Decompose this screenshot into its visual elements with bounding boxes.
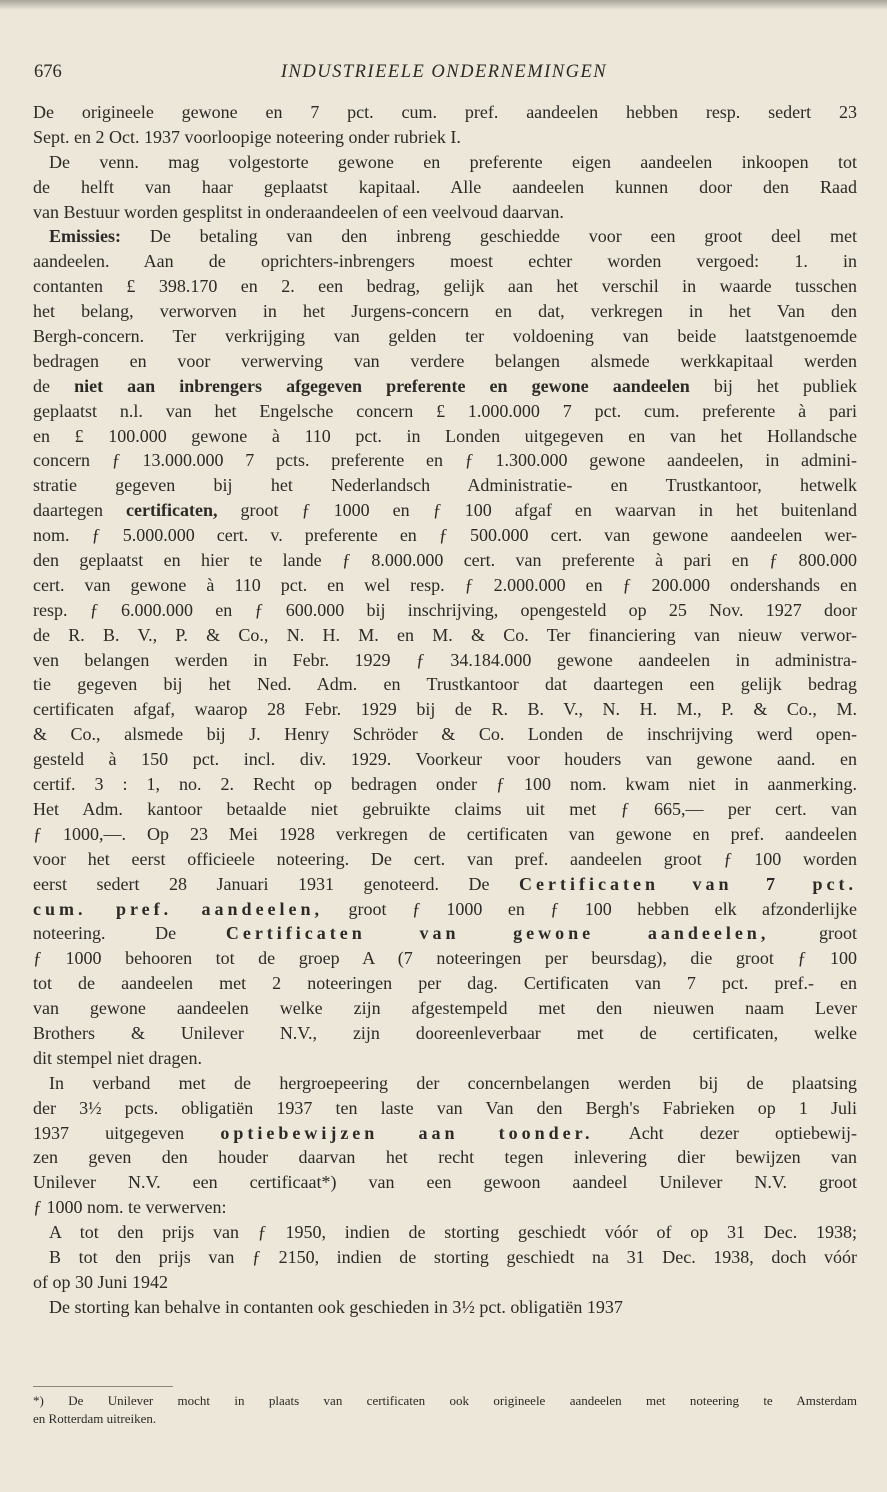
text-run: In verband met de hergroepeering der concernbelangen werden bij de plaatsing <box>49 1072 857 1093</box>
text-run: ƒ 1000 behooren tot de groep A (7 noteeringen per beursdag), die groot ƒ 100 <box>33 948 857 969</box>
text-run: de R. B. V., P. & Co., N. H. M. en M. & Co. Ter financiering van nieuw verwor- <box>33 624 857 645</box>
footnote <box>33 1392 857 1428</box>
text-run: der 3½ pcts. obligatiën 1937 ten laste van Van den Bergh's Fabrieken op 1 Juli <box>33 1097 857 1118</box>
text-run: A tot den prijs van ƒ 1950, indien de storting geschiedt vóór of op 31 Dec. 1938; <box>49 1222 857 1243</box>
text-line <box>33 623 857 648</box>
text-line <box>33 897 857 922</box>
text-run: contanten £ 398.170 en 2. een bedrag, gelijk aan het verschil in waarde tusschen <box>33 276 857 297</box>
text-run: Sept. en 2 Oct. 1937 voorloopige noteering onder rubriek I. <box>33 126 461 147</box>
text-run: De origineele gewone en 7 pct. cum. pref. aandeelen hebben resp. sedert 23 <box>33 102 857 122</box>
text-run: dit stempel niet dragen. <box>33 1047 202 1068</box>
text-line <box>33 324 857 349</box>
text-line <box>33 598 857 623</box>
text-run: tie gegeven bij het Ned. Adm. en Trustkantoor dat daartegen een gelijk bedrag <box>33 674 857 695</box>
text-run: certif. 3 : 1, no. 2. Recht op bedragen onder ƒ 100 nom. kwam niet in aanmerking. <box>33 774 857 795</box>
text-line <box>33 498 857 523</box>
emphasis-text: certificaten, <box>126 500 218 521</box>
text-run: of op 30 Juni 1942 <box>33 1271 168 1292</box>
text-line <box>33 672 857 697</box>
text-line <box>33 822 857 847</box>
text-line <box>33 1220 857 1245</box>
text-run: B tot den prijs van ƒ 2150, indien de storting geschiedt na 31 Dec. 1938, doch vóór <box>49 1246 857 1267</box>
text-line <box>33 648 857 673</box>
text-run: gesteld à 150 pct. incl. div. 1929. Voorkeur voor houders van gewone aand. en <box>33 749 857 770</box>
text-line <box>33 971 857 996</box>
text-line <box>33 946 857 971</box>
text-run: voor het eerst officieele noteering. De cert. van pref. aandeelen groot ƒ 100 worden <box>33 848 857 869</box>
text-run: 1937 uitgegeven <box>33 1122 221 1143</box>
text-line <box>33 747 857 772</box>
text-line <box>33 175 857 200</box>
text-line <box>33 921 857 946</box>
text-line <box>33 448 857 473</box>
text-run: & Co., alsmede bij J. Henry Schröder & Co. Londen de inschrijving werd open- <box>33 724 857 745</box>
text-line <box>33 1121 857 1146</box>
text-line <box>33 573 857 598</box>
text-run: De betaling van den inbreng geschiedde voor een groot deel met <box>121 226 857 247</box>
text-line <box>33 996 857 1021</box>
page-top-edge <box>0 0 887 10</box>
page-number: 676 <box>34 62 62 82</box>
text-line <box>33 1195 857 1220</box>
text-line <box>33 722 857 747</box>
text-line <box>33 299 857 324</box>
text-run: cert. van gewone à 110 pct. en wel resp. ƒ 2.000.000 en ƒ 200.000 ondershands en <box>33 574 857 595</box>
text-run: van gewone aandeelen welke zijn afgestempeld met den nieuwen naam Lever <box>33 998 857 1019</box>
body-text <box>33 100 857 1320</box>
text-line <box>33 200 857 225</box>
text-line <box>33 424 857 449</box>
text-line <box>33 349 857 374</box>
emphasis-text: cum. pref. aandeelen, <box>33 898 324 919</box>
emphasis-text: Certificaten van 7 pct. <box>519 873 857 894</box>
text-run: van Bestuur worden gesplitst in onderaandeelen of een veelvoud daarvan. <box>33 201 564 222</box>
text-line <box>33 1270 857 1295</box>
text-run: nom. ƒ 5.000.000 cert. v. preferente en ƒ 500.000 cert. van gewone aandeelen wer- <box>33 525 857 546</box>
text-line <box>33 1021 857 1046</box>
text-line <box>33 847 857 872</box>
text-run: en Rotterdam uitreiken. <box>33 1411 157 1426</box>
text-line <box>33 1046 857 1071</box>
text-line <box>33 473 857 498</box>
text-run: ƒ 1000 nom. te verwerven: <box>33 1197 227 1218</box>
text-run: ven belangen werden in Febr. 1929 ƒ 34.184.000 gewone aandeelen in administra- <box>33 649 857 670</box>
running-title: INDUSTRIEELE ONDERNEMINGEN <box>280 62 608 82</box>
text-line <box>33 224 857 249</box>
text-line <box>33 150 857 175</box>
text-run: bedragen en voor verwerving van verdere belangen alsmede werkkapitaal werden <box>33 350 857 371</box>
text-run: De venn. mag volgestorte gewone en preferente eigen aandeelen inkoopen tot <box>49 151 857 172</box>
text-line <box>33 797 857 822</box>
text-run: Bergh-concern. Ter verkrijging van gelden ter voldoening van beide laatstgenoemde <box>33 326 857 347</box>
text-line <box>33 1096 857 1121</box>
text-run: stratie gegeven bij het Nederlandsch Administratie- en Trustkantoor, hetwelk <box>33 475 857 496</box>
text-run: De storting kan behalve in contanten ook geschieden in 3½ pct. obligatiën 1937 <box>49 1296 623 1317</box>
text-run: eerst sedert 28 Januari 1931 genoteerd. De <box>33 873 519 894</box>
emphasis-text: Certificaten van gewone aandeelen, <box>225 923 770 944</box>
footnote-rule <box>33 1386 173 1387</box>
emphasis-text: optiebewijzen aan toonder. <box>220 1122 594 1143</box>
footnote-line <box>33 1410 857 1428</box>
text-line <box>33 697 857 722</box>
text-run: Acht dezer optiebewij- <box>593 1122 857 1143</box>
text-run: bij het publiek <box>689 375 857 396</box>
text-run: noteering. De <box>33 923 226 944</box>
text-line <box>33 399 857 424</box>
emphasis-text: Emissies: <box>49 226 121 247</box>
text-run: tot de aandeelen met 2 noteeringen per dag. Certificaten van 7 pct. pref.- en <box>33 973 857 994</box>
text-run: daartegen <box>33 500 127 521</box>
text-run: groot ƒ 1000 en ƒ 100 afgaf en waarvan in het buitenland <box>217 500 858 521</box>
text-run: groot ƒ 1000 en ƒ 100 hebben elk afzonderlijke <box>323 898 858 919</box>
text-run: ƒ 1000,—. Op 23 Mei 1928 verkregen de certificaten van gewone en pref. aandeelen <box>33 823 857 844</box>
text-line <box>33 548 857 573</box>
text-line <box>33 374 857 399</box>
text-line <box>33 523 857 548</box>
text-line <box>33 274 857 299</box>
text-line <box>33 125 857 150</box>
text-run: den geplaatst en hier te lande ƒ 8.000.000 cert. van preferente à pari en ƒ 800.000 <box>33 550 857 571</box>
text-run: en £ 100.000 gewone à 110 pct. in Londen uitgegeven en van het Hollandsche <box>33 425 857 446</box>
text-run: de helft van haar geplaatst kapitaal. Alle aandeelen kunnen door den Raad <box>33 176 857 197</box>
text-line <box>33 872 857 897</box>
text-line <box>33 1170 857 1195</box>
text-run: certificaten afgaf, waarop 28 Febr. 1929 bij de R. B. V., N. H. M., P. & Co., M. <box>33 699 857 720</box>
text-run: zen geven den houder daarvan het recht tegen inlevering dier bewijzen van <box>33 1147 857 1168</box>
text-run: Unilever N.V. een certificaat*) van een gewoon aandeel Unilever N.V. groot <box>33 1172 857 1193</box>
text-line <box>33 100 857 125</box>
text-line <box>33 772 857 797</box>
text-run: groot <box>769 923 858 944</box>
text-run: concern ƒ 13.000.000 7 pcts. preferente en ƒ 1.300.000 gewone aandeelen, in admini- <box>33 450 857 471</box>
text-run: het belang, verworven in het Jurgens-concern en dat, verkregen in het Van den <box>33 301 857 322</box>
text-line <box>33 249 857 274</box>
text-line <box>33 1145 857 1170</box>
text-run: aandeelen. Aan de oprichters-inbrengers moest echter worden vergoed: 1. in <box>33 251 857 272</box>
text-run: Het Adm. kantoor betaalde niet gebruikte claims uit met ƒ 665,— per cert. van <box>33 798 857 819</box>
text-run: geplaatst n.l. van het Engelsche concern £ 1.000.000 7 pct. cum. preferente à pari <box>33 400 857 421</box>
emphasis-text: niet aan inbrengers afgegeven preferente en gewone aandeelen <box>74 375 690 396</box>
footnote-line <box>33 1392 857 1410</box>
page-header <box>34 62 854 90</box>
text-line <box>33 1295 857 1320</box>
text-line <box>33 1245 857 1270</box>
text-run: Brothers & Unilever N.V., zijn dooreenleverbaar met de certificaten, welke <box>33 1022 857 1043</box>
text-run: *) De Unilever mocht in plaats van certificaten ook origineele aandeelen met noteering te Amsterdam <box>33 1393 857 1408</box>
text-line <box>33 1071 857 1096</box>
text-run: resp. ƒ 6.000.000 en ƒ 600.000 bij inschrijving, opengesteld op 25 Nov. 1927 door <box>33 599 857 620</box>
text-run: de <box>33 375 75 396</box>
